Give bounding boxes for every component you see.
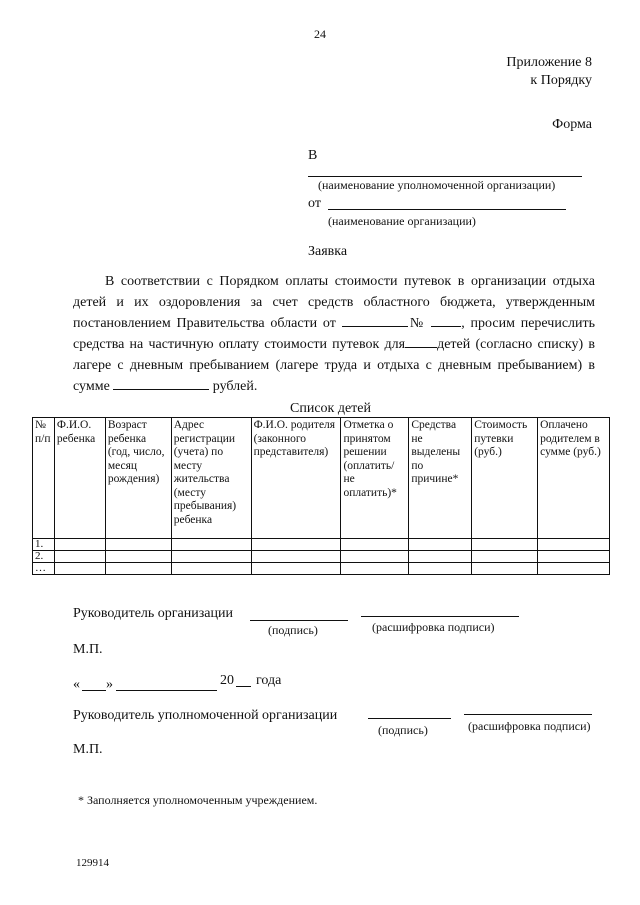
table-caption: Список детей	[290, 401, 371, 416]
blank-amount	[113, 377, 209, 390]
header-cell-child-name: Ф.И.О. ребенка	[54, 418, 105, 539]
addressee-to-label: В	[308, 148, 318, 163]
auth-head-signature-caption: (подпись)	[378, 723, 428, 737]
date-year-prefix: 20	[220, 673, 234, 688]
stamp-label: М.П.	[73, 642, 103, 657]
date-year-line	[236, 686, 251, 687]
blank-resolution-date	[342, 314, 408, 327]
addressee-to-line	[308, 176, 582, 177]
header-cell-voucher-cost: Стоимость путевки (руб.)	[472, 418, 538, 539]
table-header-row	[33, 418, 610, 539]
stamp-label-2: М.П.	[73, 742, 103, 757]
addressee-from-caption: (наименование организации)	[328, 214, 476, 228]
org-head-label: Руководитель организации	[73, 606, 233, 621]
auth-head-label: Руководитель уполномоченной организации	[73, 708, 338, 723]
date-close-quote: »	[106, 677, 113, 692]
body-part-2: №	[407, 316, 426, 331]
date-year-suffix: года	[256, 673, 282, 688]
row-number: 2.	[33, 551, 55, 563]
date-month-line	[116, 690, 217, 691]
appendix-line-2: к Порядку	[530, 73, 592, 88]
org-head-decoding-caption: (расшифровка подписи)	[372, 620, 495, 634]
table-row	[33, 563, 610, 575]
addressee-from-line	[328, 209, 566, 210]
table-row	[33, 551, 610, 563]
appendix-reference	[506, 54, 592, 90]
header-cell-address: Адрес регистрации (учета) по месту жительства (месту пребывания) ребенка	[171, 418, 251, 539]
body-part-5: рублей.	[212, 379, 258, 394]
auth-head-decoding-line	[464, 714, 592, 715]
body-part-1: В соответствии с Порядком оплаты стоимости путевок в организации отдыха детей и их оздоровления за счет средств областного бюджета, утвержденным постановлением Правительства области от	[73, 274, 595, 331]
header-cell-age: Возраст ребенка (год, число, месяц рождения)	[105, 418, 171, 539]
form-label: Форма	[552, 117, 592, 132]
auth-head-signature-line	[368, 718, 451, 719]
body-part-4: детей (согласно списку) в лагере с дневным пребыванием (лагере труда и отдыха с дневным пребыванием) в сумме	[73, 337, 596, 394]
auth-head-decoding-caption: (расшифровка подписи)	[468, 719, 591, 733]
header-cell-parent-paid: Оплачено родителем в сумме (руб.)	[538, 418, 610, 539]
page-number: 24	[314, 27, 326, 41]
header-cell-number: № п/п	[33, 418, 55, 539]
header-cell-refusal-reason: Средства не выделены по причине*	[409, 418, 472, 539]
appendix-line-1: Приложение 8	[506, 55, 592, 70]
row-number: …	[33, 563, 55, 575]
org-head-signature-line	[250, 620, 348, 621]
document-title: Заявка	[308, 244, 348, 259]
date-day-line	[82, 690, 106, 691]
header-cell-parent-name: Ф.И.О. родителя (законного представителя)	[251, 418, 341, 539]
header-cell-decision: Отметка о принятом решении (оплатить/ не оплатить)*	[341, 418, 409, 539]
application-body	[73, 271, 595, 397]
org-head-signature-caption: (подпись)	[268, 623, 318, 637]
addressee-to-caption: (наименование уполномоченной организации)	[318, 178, 556, 192]
body-part-3: , просим перечислить средства на частичную оплату стоимости путевок для	[73, 316, 596, 352]
date-open-quote: «	[73, 677, 80, 692]
document-code: 129914	[76, 857, 109, 869]
org-head-decoding-line	[361, 616, 519, 617]
row-number: 1.	[33, 539, 55, 551]
addressee-from-label: от	[308, 196, 321, 211]
footnote: * Заполняется уполномоченным учреждением.	[78, 793, 318, 807]
children-list-table	[32, 417, 610, 575]
blank-children-count	[405, 335, 437, 348]
table-row	[33, 539, 610, 551]
blank-resolution-number	[431, 314, 461, 327]
